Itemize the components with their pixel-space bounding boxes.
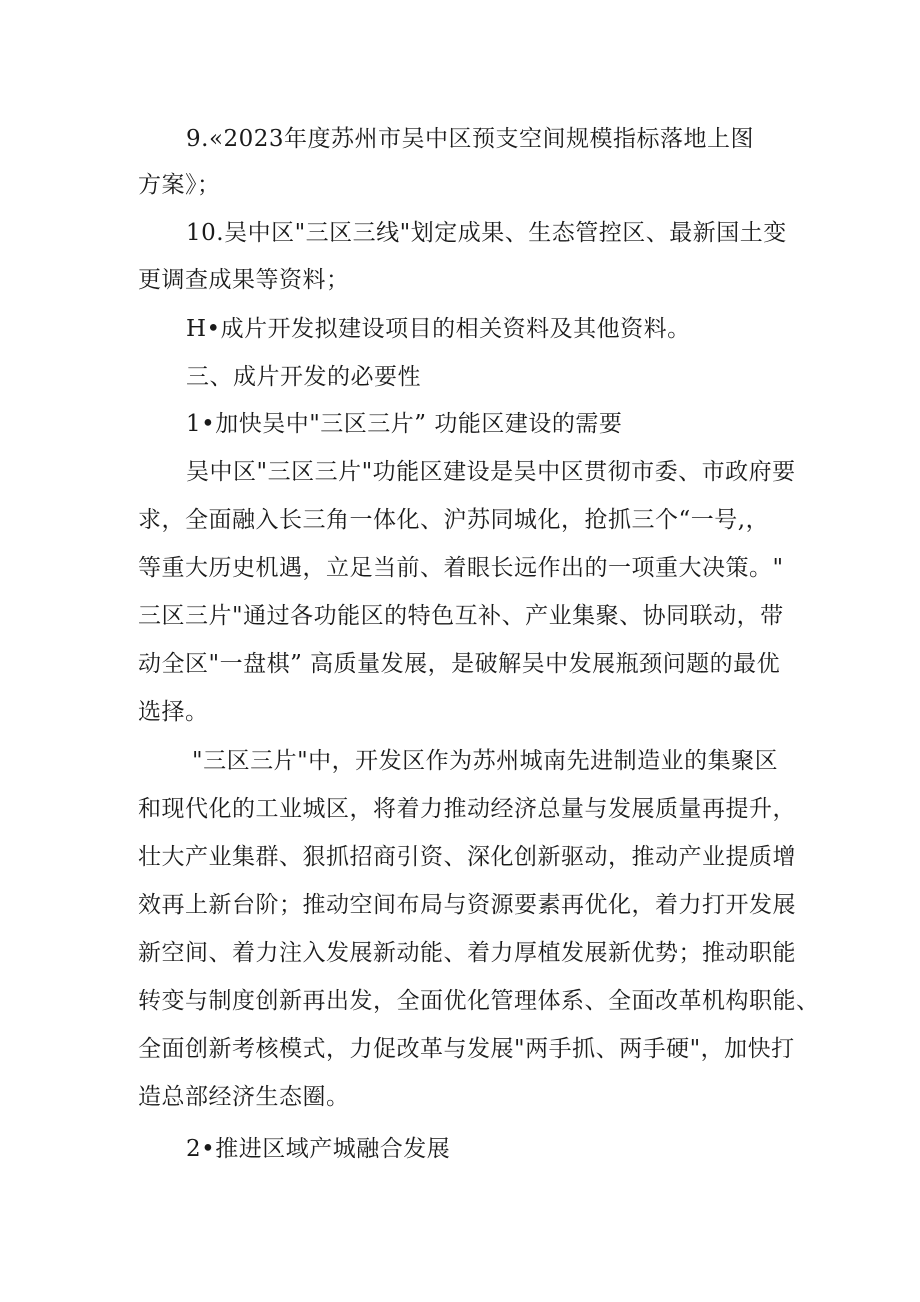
list-item-10: 10.吴中区"三区三线"划定成果、生态管控区、最新国土变	[186, 220, 787, 246]
list-item-11: H•成片开发拟建设项目的相关资料及其他资料。	[186, 316, 691, 342]
paragraph-1-line: 吴中区"三区三片"功能区建设是吴中区贯彻市委、市政府要	[186, 459, 796, 485]
list-item-10-continued: 更调查成果等资料；	[138, 267, 350, 293]
paragraph-1-line: 求，全面融入长三角一体化、沪苏同城化，抢抓三个“一号,，	[138, 507, 770, 533]
section-heading: 三、成片开发的必要性	[186, 364, 421, 390]
paragraph-2-line: 全面创新考核模式，力促改革与发展"两手抓、两手硬"，加快打	[138, 1036, 795, 1062]
paragraph-2-line: 和现代化的工业城区，将着力推动经济总量与发展质量再提升，	[138, 796, 796, 822]
paragraph-2-line: 效再上新台阶；推动空间布局与资源要素再优化，着力打开发展	[138, 892, 796, 918]
list-item-9: 9.«2023年度苏州市吴中区预支空间规模指标落地上图	[186, 126, 755, 152]
list-item-9-continued: 方案》；	[138, 172, 221, 198]
paragraph-2-line: 转变与制度创新再出发，全面优化管理体系、全面改革机构职能、	[138, 988, 820, 1014]
paragraph-2-line: 壮大产业集群、狠抓招商引资、深化创新驱动，推动产业提质增	[138, 844, 796, 870]
subsection-heading-1: 1•加快吴中"三区三片” 功能区建设的需要	[186, 411, 623, 437]
subsection-heading-2: 2•推进区域产城融合发展	[186, 1136, 451, 1162]
paragraph-1-line: 动全区"一盘棋” 高质量发展，是破解吴中发展瓶颈问题的最优	[138, 651, 781, 677]
paragraph-2-line: 造总部经济生态圈。	[138, 1084, 350, 1110]
paragraph-2-line: 新空间、着力注入发展新动能、着力厚植发展新优势；推动职能	[138, 940, 796, 966]
paragraph-1-line: 选择。	[138, 699, 209, 725]
paragraph-1-line: 三区三片"通过各功能区的特色互补、产业集聚、协同联动，带	[138, 603, 784, 629]
paragraph-2-line: "三区三片"中，开发区作为苏州城南先进制造业的集聚区	[192, 748, 779, 774]
paragraph-1-line: 等重大历史机遇，立足当前、着眼长远作出的一项重大决策。"	[138, 555, 784, 581]
